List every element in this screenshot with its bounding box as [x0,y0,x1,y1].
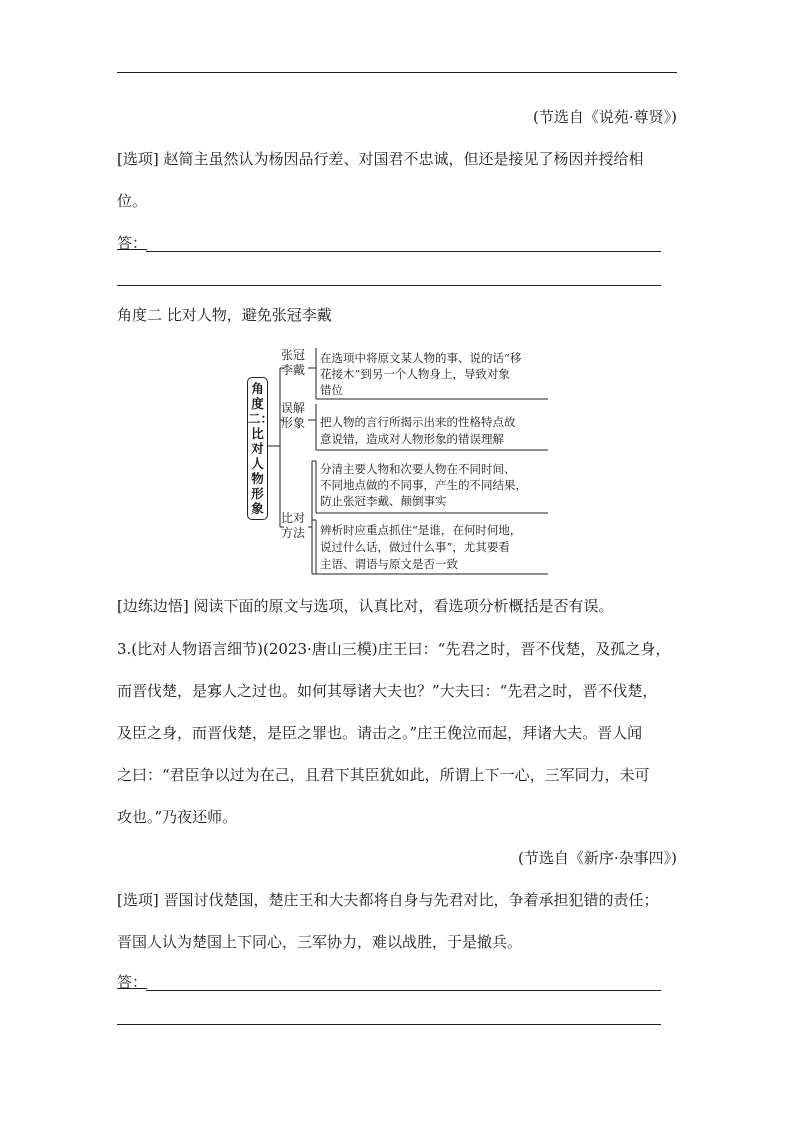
branch-3-item-2-line-3: 主语、谓语与原文是否一致 [320,557,458,571]
option-3-line-1: [选项] 晋国讨伐楚国，楚庄王和大夫都将自身与先君对比，争着承担犯错的责任； [117,891,659,909]
branch-3-item-1-line-2: 不同地点做的不同事，产生的不同结果， [320,478,527,492]
source-citation-2: (节选自《新序·杂事四》) [518,849,677,867]
question-3-line-2: 而晋伐楚，是寡人之过也。如何其辱诸大夫也？”大夫曰：“先君之时，晋不伐楚， [117,682,658,700]
answer-line-4[interactable] [117,1024,661,1025]
option-3-line-2: 晋国人认为楚国上下同心，三军协力，难以战胜，于是撤兵。 [117,933,523,951]
branch-label-2: 误解形象 [280,401,305,430]
branch-1-item-1-line-2: 花接木”到另一个人物身上，导致对象 [320,367,510,381]
branch-3-item-1-line-3: 防止张冠李戴、颠倒事实 [320,494,447,508]
source-citation-1: (节选自《说苑·尊贤》) [533,108,677,126]
question-3-line-1: 3.(比对人物语言细节)(2023·唐山三模)庄王曰：“先君之时，晋不伐楚，及孤之身， [117,640,671,658]
branch-3-item-2-line-1: 辨析时应重点抓住“是谁，在何时何地， [320,523,522,537]
branch-label-1: 张冠李戴 [280,348,305,377]
question-3-line-4: 之曰：“君臣争以过为在己，且君下其臣犹如此，所谓上下一心，三军同力，未可 [117,766,650,784]
question-3-line-5: 攻也。”乃夜还师。 [117,808,238,826]
branch-1-item-1-line-3: 错位 [320,383,343,397]
question-3-line-3: 及臣之身，而晋伐楚，是臣之罪也。请击之。”庄王俛泣而起，拜诸大夫。晋人闻 [117,724,643,742]
section-title-angle-2: 角度二 比对人物，避免张冠李戴 [117,306,332,324]
option-1-line-1: [选项] 赵简主虽然认为杨因品行差、对国君不忠诚，但还是接见了杨因并授给相 [117,150,644,168]
branch-3-item-1-line-1: 分清主要人物和次要人物在不同时间、 [320,462,516,476]
answer-label-1: 答： [117,234,148,252]
branch-2-item-1-line-1: 把人物的言行所揭示出来的性格特点故 [320,415,516,429]
branch-label-3: 比对方法 [280,511,305,540]
answer-line-3[interactable] [146,990,661,991]
answer-label-3: 答： [117,973,148,991]
branch-1-item-1-line-1: 在选项中将原文某人物的事、说的话“移 [320,351,522,365]
branch-2-item-1-line-2: 意说错，造成对人物形象的错误理解 [320,432,504,446]
option-1-line-2: 位。 [117,192,148,210]
practice-intro: [边练边悟] 阅读下面的原文与选项，认真比对，看选项分析概括是否有误。 [117,597,614,615]
branch-3-item-2-line-2: 说过什么话，做过什么事”，尤其要看 [320,540,510,554]
diagram-root: 角度二：比对人物形象 [247,377,268,520]
